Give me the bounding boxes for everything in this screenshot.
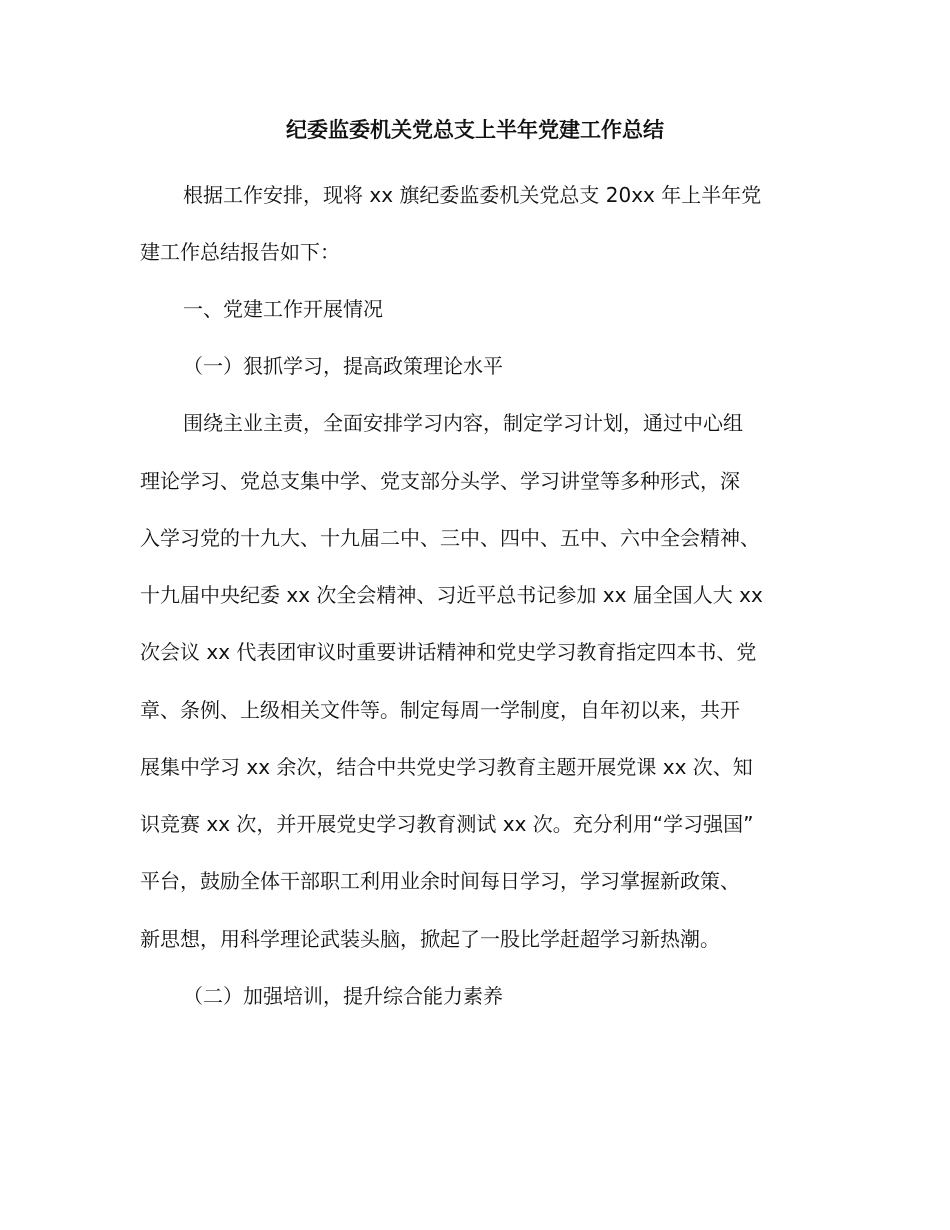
paragraph-line: 展集中学习 xx 余次，结合中共党史学习教育主题开展党课 xx 次、知 bbox=[140, 755, 753, 779]
paragraph-line: 章、条例、上级相关文件等。制定每周一学制度，自年初以来，共开 bbox=[140, 698, 740, 722]
paragraph-line: 新思想，用科学理论武装头脑，掀起了一股比学赶超学习新热潮。 bbox=[140, 927, 720, 951]
section-heading: 一、党建工作开展情况 bbox=[183, 297, 383, 321]
paragraph-line: 入学习党的十九大、十九届二中、三中、四中、五中、六中全会精神、 bbox=[140, 526, 760, 550]
paragraph-line: 根据工作安排，现将 xx 旗纪委监委机关党总支 20xx 年上半年党 bbox=[183, 183, 762, 207]
paragraph-line: 平台，鼓励全体干部职工利用业余时间每日学习，学习掌握新政策、 bbox=[140, 869, 740, 893]
paragraph-line: 建工作总结报告如下： bbox=[140, 240, 340, 264]
paragraph-line: 十九届中央纪委 xx 次全会精神、习近平总书记参加 xx 届全国人大 xx bbox=[140, 583, 763, 607]
subsection-heading: （二）加强培训，提升综合能力素养 bbox=[183, 984, 503, 1008]
paragraph-line: 识竞赛 xx 次，并开展党史学习教育测试 xx 次。充分利用“学习强国” bbox=[140, 812, 754, 836]
subsection-heading: （一）狠抓学习，提高政策理论水平 bbox=[183, 354, 503, 378]
document-title: 纪委监委机关党总支上半年党建工作总结 bbox=[286, 118, 664, 142]
paragraph-line: 理论学习、党总支集中学、党支部分头学、学习讲堂等多种形式，深 bbox=[140, 469, 740, 493]
paragraph-line: 围绕主业主责，全面安排学习内容，制定学习计划，通过中心组 bbox=[183, 411, 743, 435]
paragraph-line: 次会议 xx 代表团审议时重要讲话精神和党史学习教育指定四本书、党 bbox=[140, 640, 757, 664]
